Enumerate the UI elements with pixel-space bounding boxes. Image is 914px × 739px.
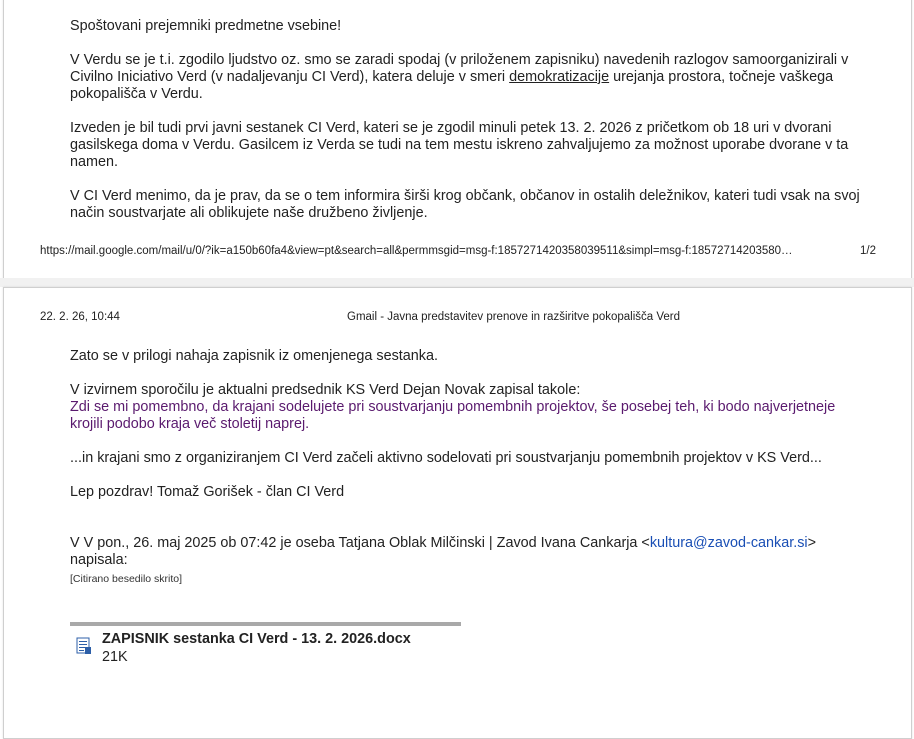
quoted-statement: Zdi se mi pomembno, da krajani sodelujete pri soustvarjanju pomembnih projektov, še posebej teh, ki bodo najverjetneje krojili podobo kraja več stoletij naprej. <box>70 399 836 432</box>
greeting: Spoštovani prejemniki predmetne vsebine! <box>70 18 342 34</box>
attachment-divider <box>70 622 461 626</box>
page-number: 1/2 <box>860 245 876 257</box>
email-body-part-2 <box>70 348 860 588</box>
paragraph-attachment-note: Zato se v prilogi nahaja zapisnik iz omenjenega sestanka. <box>70 348 438 364</box>
page-gap <box>0 278 914 287</box>
paragraph-ci-verd <box>70 52 860 103</box>
header-title: Gmail - Javna predstavitev prenove in razširitve pokopališča Verd <box>347 311 681 323</box>
reply-header <box>70 535 860 569</box>
attachment-size: 21K <box>102 649 128 665</box>
print-page-2 <box>3 287 912 739</box>
header-date: 22. 2. 26, 10:44 <box>40 311 120 323</box>
democratization-underline: demokratizacije <box>509 69 610 85</box>
attachment-name[interactable]: ZAPISNIK sestanka CI Verd - 13. 2. 2026.docx <box>102 631 411 647</box>
footer-url: https://mail.google.com/mail/u/0/?ik=a150b60fa4&view=pt&search=all&permmsgid=msg-f:1857271420358039511&simpl=msg-f:18572714203580… <box>40 245 793 257</box>
paragraph-original-message: V izvirnem sporočilu je aktualni predsednik KS Verd Dejan Novak zapisal takole: <box>70 382 581 398</box>
paragraph-meeting: Izveden je bil tudi prvi javni sestanek CI Verd, kateri se je zgodil minuli petek 13. 2. 2026 z pričetkom ob 18 uri v dvorani gasilskega doma v Verdu. Gasilcem iz Verda se tudi na tem mestu iskreno zahvaljujemo za možnost uporabe dvorane v ta namen. <box>70 120 849 170</box>
reply-suffix: > napisala: <box>70 535 817 568</box>
reply-email-link[interactable]: kultura@zavod-cankar.si <box>649 535 808 551</box>
paragraph-inform: V CI Verd menimo, da je prav, da se o tem informira širši krog občank, občanov in ostalih deležnikov, kateri tudi vsak na svoj način soustvarjate ali oblikujete naše družbeno življenje. <box>70 188 860 221</box>
paragraph-krajani: ...in krajani smo z organiziranjem CI Verd začeli aktivno sodelovati pri soustvarjanju pomembnih projektov v KS Verd... <box>70 450 822 466</box>
quoted-text-hidden[interactable]: [Citirano besedilo skrito] <box>70 573 183 585</box>
paragraph-text: V Verdu se je t.i. zgodilo ljudstvo oz. smo se zaradi spodaj (v priloženem zapisniku) navedenih razlogov samoorganizirali v Civilno Iniciativo Verd (v nadaljevanju CI Verd), katera deluje v smeri <box>70 52 849 85</box>
document-icon <box>76 637 92 655</box>
print-page-1 <box>3 0 912 280</box>
email-body-part-1 <box>70 18 860 222</box>
paragraph-text: urejanja prostora, točneje vaškega pokopališča v Verdu. <box>70 69 834 102</box>
reply-prefix: V V pon., 26. maj 2025 ob 07:42 je oseba Tatjana Oblak Milčinski | Zavod Ivana Cankarja < <box>70 535 650 551</box>
sign-off: Lep pozdrav! Tomaž Gorišek - član CI Verd <box>70 484 345 500</box>
